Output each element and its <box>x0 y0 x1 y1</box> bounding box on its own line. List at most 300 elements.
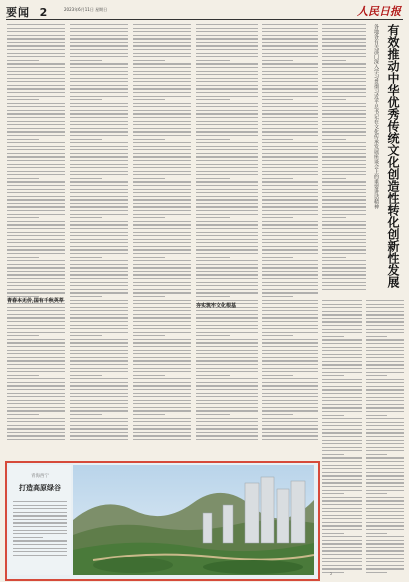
text-line <box>7 224 65 225</box>
text-line <box>7 271 65 272</box>
text-line <box>13 512 67 513</box>
text-line <box>262 49 318 50</box>
subheading-2: 夯实筑牢文化根基 <box>196 303 237 309</box>
text-line <box>7 35 65 36</box>
text-line <box>13 540 67 541</box>
text-line <box>133 24 191 25</box>
text-line <box>13 548 67 549</box>
text-line <box>262 121 318 122</box>
text-line <box>133 60 165 61</box>
text-line <box>322 540 362 541</box>
text-line <box>7 357 65 358</box>
text-line <box>70 88 128 89</box>
text-line <box>262 99 293 100</box>
text-line <box>133 232 191 233</box>
text-line <box>133 113 191 114</box>
text-line <box>322 379 362 380</box>
text-line <box>196 267 258 268</box>
text-line <box>262 110 318 111</box>
text-line <box>7 214 65 215</box>
text-line <box>133 42 191 43</box>
text-line <box>366 336 387 337</box>
text-line <box>133 160 191 161</box>
text-line <box>322 192 366 193</box>
text-line <box>366 429 404 430</box>
text-line <box>7 371 65 372</box>
text-line <box>262 425 318 426</box>
text-line <box>70 375 102 376</box>
text-line <box>7 63 65 64</box>
text-line <box>7 328 65 329</box>
text-line <box>7 410 65 411</box>
text-line <box>262 139 293 140</box>
text-line <box>7 400 65 401</box>
text-line <box>322 113 366 114</box>
text-line <box>133 131 191 132</box>
text-line <box>322 210 366 211</box>
text-line <box>262 385 318 386</box>
photo-kicker: 青海西宁 <box>31 474 49 479</box>
text-line <box>70 153 128 154</box>
text-line <box>366 554 404 555</box>
text-line <box>133 221 191 222</box>
text-line <box>133 328 191 329</box>
text-line <box>70 389 128 390</box>
text-line <box>322 357 362 358</box>
text-line <box>322 274 366 275</box>
text-line <box>7 164 65 165</box>
text-line <box>322 232 366 233</box>
text-line <box>7 128 65 129</box>
text-line <box>322 461 362 462</box>
text-line <box>262 360 318 361</box>
text-line <box>196 128 258 129</box>
text-line <box>196 432 258 433</box>
text-line <box>133 117 191 118</box>
text-line <box>133 410 191 411</box>
text-line <box>196 171 258 172</box>
text-line <box>70 96 128 97</box>
text-line <box>366 536 404 537</box>
text-line <box>7 353 65 354</box>
text-line <box>7 432 65 433</box>
text-line <box>196 353 258 354</box>
text-line <box>262 249 318 250</box>
text-line <box>366 465 404 466</box>
text-line <box>262 74 318 75</box>
text-line <box>322 354 362 355</box>
text-line <box>7 174 65 175</box>
text-line <box>7 149 65 150</box>
text-line <box>133 164 191 165</box>
text-line <box>13 519 67 520</box>
text-line <box>196 346 258 347</box>
text-line <box>196 314 258 315</box>
text-line <box>7 178 39 179</box>
text-line <box>7 67 65 68</box>
text-line <box>70 135 128 136</box>
text-line <box>7 289 65 290</box>
text-line <box>196 149 258 150</box>
text-line <box>13 522 67 523</box>
text-line <box>322 117 366 118</box>
text-line <box>366 393 404 394</box>
text-line <box>7 228 65 229</box>
text-line <box>7 267 65 268</box>
text-line <box>322 422 362 423</box>
text-line <box>7 232 65 233</box>
text-line <box>133 332 191 333</box>
text-line <box>262 85 318 86</box>
text-line <box>70 239 128 240</box>
text-line <box>322 67 366 68</box>
text-line <box>133 56 191 57</box>
text-line <box>196 131 258 132</box>
text-line <box>322 149 366 150</box>
text-line <box>70 346 128 347</box>
text-line <box>13 555 67 556</box>
text-line <box>70 439 128 440</box>
text-line <box>70 53 128 54</box>
text-line <box>322 472 362 473</box>
text-line <box>7 285 65 286</box>
text-line <box>366 318 404 319</box>
text-line <box>262 113 318 114</box>
text-line <box>70 310 128 311</box>
text-line <box>70 414 102 415</box>
text-line <box>322 432 362 433</box>
article-column-2 <box>70 24 128 448</box>
text-line <box>133 246 191 247</box>
text-line <box>7 396 65 397</box>
text-line <box>196 414 230 415</box>
text-line <box>7 171 65 172</box>
text-line <box>322 364 362 365</box>
text-line <box>366 482 404 483</box>
text-line <box>70 264 128 265</box>
text-line <box>262 296 293 297</box>
text-line <box>262 106 318 107</box>
text-line <box>133 28 191 29</box>
text-line <box>262 92 318 93</box>
text-line <box>262 393 318 394</box>
text-line <box>196 85 258 86</box>
text-line <box>7 282 65 283</box>
text-line <box>262 310 318 311</box>
text-line <box>196 246 258 247</box>
text-line <box>133 181 191 182</box>
text-line <box>262 375 293 376</box>
text-line <box>322 171 366 172</box>
text-line <box>196 439 258 440</box>
text-line <box>7 314 65 315</box>
text-line <box>262 418 318 419</box>
text-line <box>262 210 318 211</box>
text-line <box>133 282 191 283</box>
text-line <box>322 447 362 448</box>
text-line <box>322 529 362 530</box>
text-line <box>262 196 318 197</box>
text-line <box>133 357 191 358</box>
text-line <box>133 124 191 125</box>
text-line <box>262 160 318 161</box>
text-line <box>262 339 318 340</box>
text-line <box>262 242 318 243</box>
text-line <box>322 311 362 312</box>
text-line <box>196 224 258 225</box>
text-line <box>322 314 362 315</box>
text-line <box>262 232 318 233</box>
text-line <box>322 336 344 337</box>
text-line <box>70 400 128 401</box>
text-line <box>196 196 258 197</box>
text-line <box>322 267 366 268</box>
text-line <box>262 435 318 436</box>
text-line <box>196 239 258 240</box>
text-line <box>7 88 65 89</box>
text-line <box>7 60 39 61</box>
text-line <box>262 153 318 154</box>
text-line <box>70 178 102 179</box>
text-line <box>196 410 258 411</box>
text-line <box>366 329 404 330</box>
text-line <box>322 307 362 308</box>
text-line <box>7 239 65 240</box>
text-line <box>7 131 65 132</box>
text-line <box>366 372 404 373</box>
text-line <box>133 407 191 408</box>
text-line <box>322 515 362 516</box>
text-line <box>7 78 65 79</box>
text-line <box>322 475 362 476</box>
text-line <box>133 106 191 107</box>
text-line <box>196 56 258 57</box>
text-line <box>262 257 293 258</box>
text-line <box>196 357 258 358</box>
text-line <box>366 518 404 519</box>
text-line <box>70 81 128 82</box>
photo-title: 打造高原绿谷 <box>19 483 61 492</box>
text-line <box>70 360 128 361</box>
text-line <box>133 389 191 390</box>
text-line <box>196 96 258 97</box>
text-line <box>262 264 318 265</box>
text-line <box>70 364 128 365</box>
text-line <box>70 342 128 343</box>
text-line <box>196 153 258 154</box>
text-line <box>7 210 65 211</box>
text-line <box>133 325 191 326</box>
text-line <box>133 167 191 168</box>
text-line <box>70 335 102 336</box>
text-line <box>322 325 362 326</box>
text-line <box>7 421 65 422</box>
text-line <box>262 239 318 240</box>
text-line <box>70 203 128 204</box>
text-line <box>322 257 346 258</box>
text-line <box>133 314 191 315</box>
text-line <box>70 206 128 207</box>
text-line <box>196 249 258 250</box>
text-line <box>70 167 128 168</box>
text-line <box>366 354 404 355</box>
text-line <box>196 335 230 336</box>
text-line <box>70 217 102 218</box>
text-line <box>196 371 258 372</box>
text-line <box>13 505 67 506</box>
text-line <box>196 289 258 290</box>
text-line <box>262 185 318 186</box>
text-line <box>322 558 362 559</box>
text-line <box>70 185 128 186</box>
text-line <box>366 386 404 387</box>
text-line <box>196 164 258 165</box>
text-line <box>262 407 318 408</box>
text-line <box>196 185 258 186</box>
text-line <box>322 167 366 168</box>
text-line <box>196 199 258 200</box>
text-line <box>7 121 65 122</box>
text-line <box>133 342 191 343</box>
text-line <box>262 303 318 304</box>
text-line <box>196 49 258 50</box>
text-line <box>262 253 318 254</box>
text-line <box>70 196 128 197</box>
text-line <box>262 206 318 207</box>
text-line <box>366 389 404 390</box>
text-line <box>196 382 258 383</box>
text-line <box>196 106 258 107</box>
text-line <box>7 257 39 258</box>
text-line <box>366 493 387 494</box>
text-line <box>7 407 65 408</box>
text-line <box>322 228 366 229</box>
text-line <box>7 253 65 254</box>
text-line <box>7 335 39 336</box>
text-line <box>262 67 318 68</box>
text-line <box>196 45 258 46</box>
text-line <box>196 300 258 301</box>
text-line <box>7 45 65 46</box>
text-line <box>196 360 258 361</box>
text-line <box>13 508 67 509</box>
text-line <box>196 74 258 75</box>
text-line <box>70 156 128 157</box>
text-line <box>322 289 366 290</box>
text-line <box>7 71 65 72</box>
text-line <box>322 332 362 333</box>
text-line <box>322 465 362 466</box>
text-line <box>7 260 65 261</box>
article-column-4 <box>196 24 258 448</box>
text-line <box>133 31 191 32</box>
text-line <box>70 228 128 229</box>
text-line <box>133 378 191 379</box>
text-line <box>262 142 318 143</box>
text-line <box>322 533 344 534</box>
text-line <box>133 249 191 250</box>
text-line <box>133 368 191 369</box>
text-line <box>196 110 258 111</box>
text-line <box>133 335 165 336</box>
text-line <box>322 203 366 204</box>
text-line <box>7 264 65 265</box>
text-line <box>366 379 404 380</box>
text-line <box>133 242 191 243</box>
text-line <box>322 178 346 179</box>
text-line <box>262 274 318 275</box>
text-line <box>196 53 258 54</box>
text-line <box>322 131 366 132</box>
text-line <box>7 418 65 419</box>
text-line <box>133 74 191 75</box>
text-line <box>196 232 258 233</box>
text-line <box>7 378 65 379</box>
text-line <box>196 378 258 379</box>
text-line <box>262 221 318 222</box>
text-line <box>70 353 128 354</box>
text-line <box>7 135 65 136</box>
text-line <box>133 421 191 422</box>
text-line <box>322 300 362 301</box>
text-line <box>196 103 258 104</box>
text-line <box>262 124 318 125</box>
text-line <box>196 28 258 29</box>
text-line <box>70 224 128 225</box>
text-line <box>322 253 366 254</box>
text-line <box>70 325 128 326</box>
text-line <box>322 135 366 136</box>
text-line <box>70 85 128 86</box>
text-line <box>196 60 230 61</box>
text-line <box>322 347 362 348</box>
text-line <box>70 314 128 315</box>
text-line <box>133 88 191 89</box>
text-line <box>366 432 404 433</box>
text-line <box>70 403 128 404</box>
text-line <box>196 167 258 168</box>
text-line <box>322 106 366 107</box>
text-line <box>70 139 102 140</box>
text-line <box>70 274 128 275</box>
text-line <box>196 321 258 322</box>
text-line <box>7 310 65 311</box>
text-line <box>322 522 362 523</box>
text-line <box>366 339 404 340</box>
text-line <box>133 400 191 401</box>
text-line <box>7 99 39 100</box>
text-line <box>70 253 128 254</box>
text-line <box>133 99 165 100</box>
text-line <box>133 85 191 86</box>
text-line <box>366 565 404 566</box>
text-line <box>133 142 191 143</box>
text-line <box>70 278 128 279</box>
text-line <box>7 206 65 207</box>
text-line <box>322 565 362 566</box>
text-line <box>70 425 128 426</box>
text-line <box>133 403 191 404</box>
text-line <box>366 304 404 305</box>
text-line <box>70 410 128 411</box>
text-line <box>366 425 404 426</box>
text-line <box>70 271 128 272</box>
text-line <box>322 189 366 190</box>
text-line <box>322 96 366 97</box>
text-line <box>262 217 293 218</box>
text-line <box>70 317 128 318</box>
text-line <box>322 568 362 569</box>
